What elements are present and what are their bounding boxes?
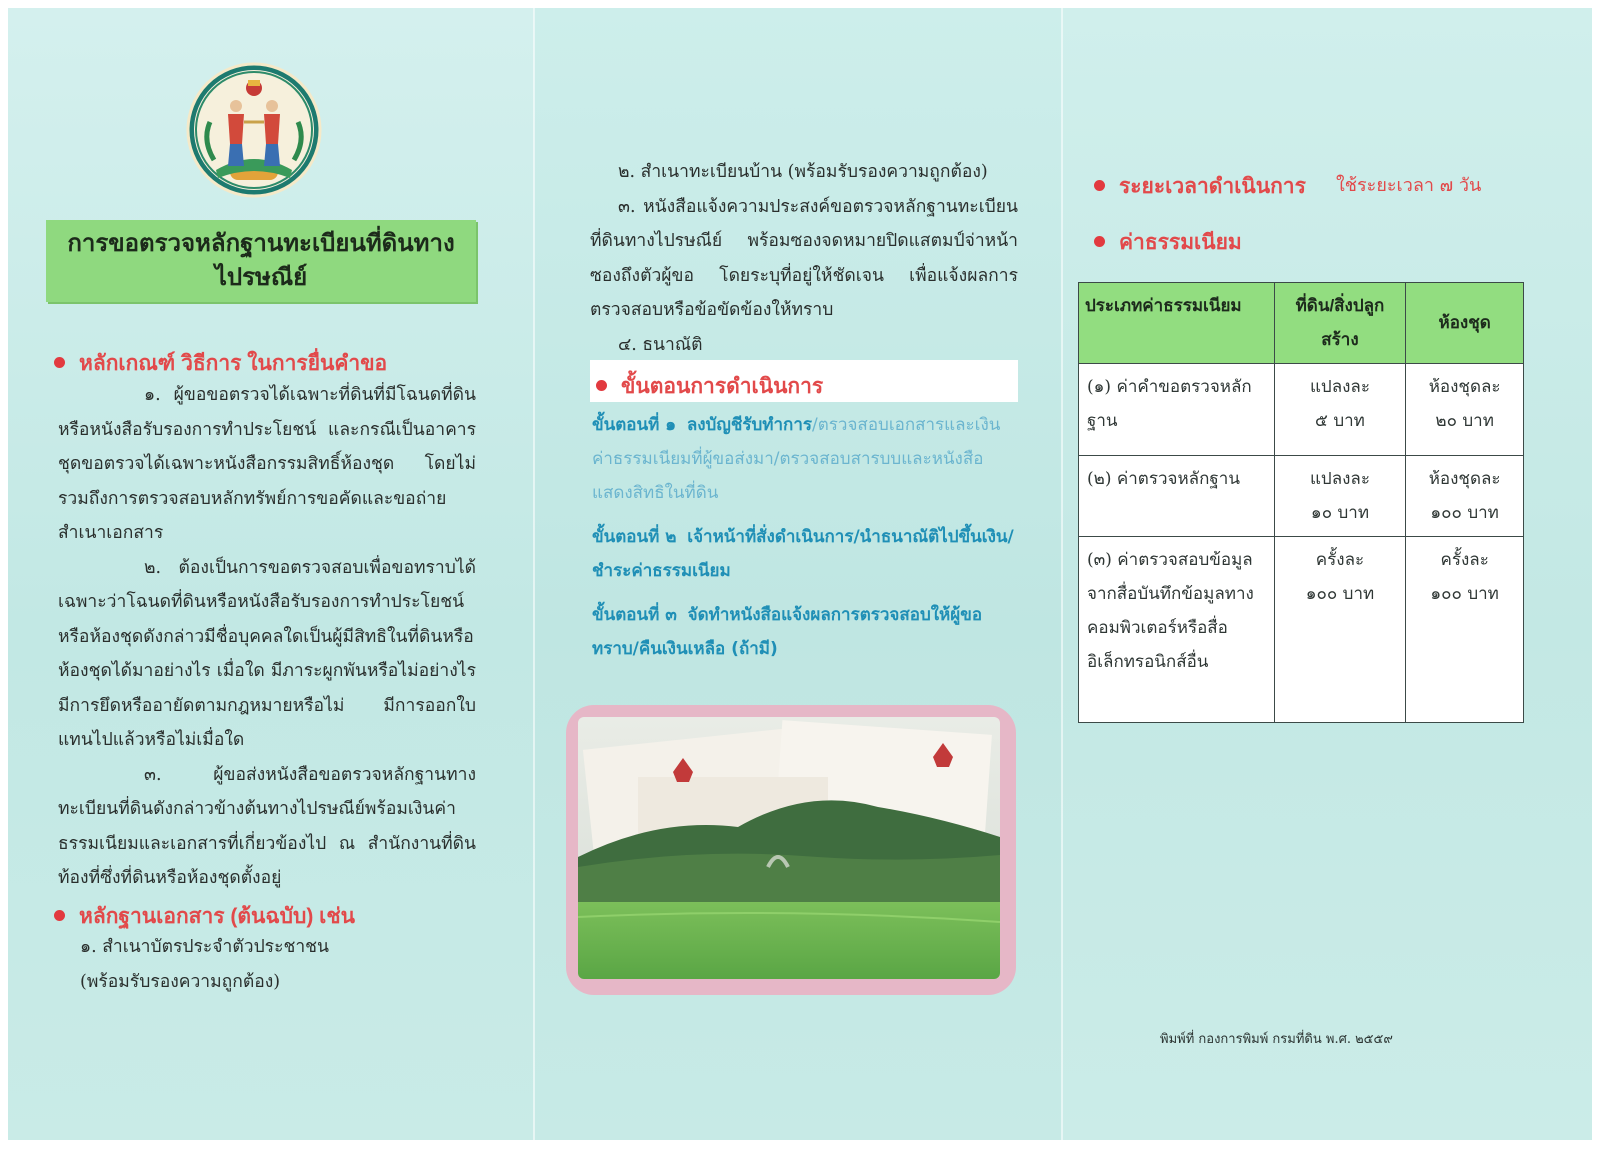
- bullet-icon: [1094, 180, 1105, 191]
- fee-type-cell: (๑) ค่าคำขอตรวจหลักฐาน: [1079, 364, 1275, 456]
- land-fee-cell: แปลงละ ๑๐ บาท: [1274, 456, 1406, 537]
- criteria-heading: หลักเกณฑ์ วิธีการ ในการยื่นคำขอ: [54, 347, 387, 380]
- fold-line-2: [1061, 8, 1063, 1140]
- duration-value: ใช้ระยะเวลา ๗ วัน: [1336, 175, 1482, 196]
- land-fee-cell: แปลงละ ๕ บาท: [1274, 364, 1406, 456]
- criteria-item-3: ๓. ผู้ขอส่งหนังสือขอตรวจหลักฐานทางทะเบียนที่ดินดังกล่าวข้างต้นทางไปรษณีย์พร้อมเงินค่าธรรมเนียมและเอกสารที่เกี่ยวข้องไป ณ สำนักงานที่ดินท้องที่ซึ่งที่ดินหรือห้องชุดตั้งอยู่: [58, 764, 476, 888]
- land-fee-cell: ครั้งละ ๑๐๐ บาท: [1274, 537, 1406, 723]
- duration-heading: ระยะเวลาดำเนินการ: [1094, 170, 1306, 203]
- table-row: [1079, 537, 1524, 723]
- condo-fee-cell: ครั้งละ ๑๐๐ บาท: [1406, 537, 1524, 723]
- fee-type-cell: (๒) ค่าตรวจหลักฐาน: [1079, 456, 1275, 537]
- condo-fee-cell: ห้องชุดละ ๑๐๐ บาท: [1406, 456, 1524, 537]
- criteria-list: [58, 378, 476, 896]
- criteria-item-1: ๑. ผู้ขอขอตรวจได้เฉพาะที่ดินที่มีโฉนดที่ดินหรือหนังสือรับรองการทำประโยชน์ และกรณีเป็นอาคารชุดขอตรวจได้เฉพาะหนังสือกรรมสิทธิ์ห้องชุด โดยไม่รวมถึงการตรวจสอบหลักทรัพย์การขอคัดและขอถ่ายสำเนาเอกสาร: [58, 385, 476, 543]
- procedure-step-1: ขั้นตอนที่ ๑ ลงบัญชีรับทำการ/ตรวจสอบเอกสารและเงินค่าธรรมเนียมที่ผู้ขอส่งมา/ตรวจสอบสารบบและหนังสือแสดงสิทธิในที่ดิน: [592, 415, 1001, 503]
- department-seal-emblem: [186, 62, 322, 198]
- documents-heading: หลักฐานเอกสาร (ต้นฉบับ) เช่น: [54, 900, 355, 933]
- documents-list-part2: [590, 155, 1018, 362]
- fee-table-header-row: [1079, 283, 1524, 364]
- procedure-heading: ขั้นตอนการดำเนินการ: [596, 370, 823, 403]
- document-item-2: ๒. สำเนาทะเบียนบ้าน (พร้อมรับรองความถูกต้อง): [618, 162, 988, 182]
- table-row: [1079, 364, 1524, 456]
- header-condo: ห้องชุด: [1406, 283, 1524, 364]
- fee-table: [1078, 282, 1524, 723]
- criteria-item-2: ๒. ต้องเป็นการขอตรวจสอบเพื่อขอทราบได้เฉพาะว่าโฉนดที่ดินหรือหนังสือรับรองการทำประโยชน์หรือห้องชุดดังกล่าวมีชื่อบุคคลใดเป็นผู้มีสิทธิในที่ดินหรือห้องชุดได้มาอย่างไร เมื่อใด มีภาระผูกพันหรือไม่อย่างไร มีการยึดหรืออายัดตามกฎหมายหรือไม่ มีการออกใบแทนไปแล้วหรือไม่เมื่อใด: [58, 557, 476, 750]
- bullet-icon: [54, 910, 65, 921]
- documents-list-part1: [80, 930, 480, 999]
- fold-line-1: [533, 8, 535, 1140]
- bullet-icon: [1094, 236, 1105, 247]
- bullet-icon: [54, 357, 65, 368]
- procedure-step-2: ขั้นตอนที่ ๒ เจ้าหน้าที่สั่งดำเนินการ/นำธนาณัติไปขึ้นเงิน/ชำระค่าธรรมเนียม: [592, 527, 1014, 581]
- document-item-4: ๔. ธนาณัติ: [618, 334, 703, 355]
- table-row: [1079, 456, 1524, 537]
- brochure-title-box: [46, 220, 476, 302]
- title-deed-landscape-photo: [578, 717, 1000, 979]
- document-item-3: ๓. หนังสือแจ้งความประสงค์ขอตรวจหลักฐานทะเบียนที่ดินทางไปรษณีย์ พร้อมซองจดหมายปิดแสตมป์จ่าหน้าซองถึงตัวผู้ขอ โดยระบุที่อยู่ให้ชัดเจน เพื่อแจ้งผลการตรวจสอบหรือข้อขัดข้องให้ทราบ: [590, 196, 1018, 320]
- condo-fee-cell: ห้องชุดละ ๒๐ บาท: [1406, 364, 1524, 456]
- document-item-1b: (พร้อมรับรองความถูกต้อง): [80, 971, 281, 992]
- fee-type-cell: (๓) ค่าตรวจสอบข้อมูลจากสื่อบันทึกข้อมูลทางคอมพิวเตอร์หรือสื่ออิเล็กทรอนิกส์อื่น: [1079, 537, 1275, 723]
- brochure-title: การขอตรวจหลักฐานทะเบียนที่ดินทาง ไปรษณีย์: [67, 230, 455, 291]
- fee-heading: ค่าธรรมเนียม: [1094, 226, 1242, 259]
- procedure-step-3: ขั้นตอนที่ ๓ จัดทำหนังสือแจ้งผลการตรวจสอบให้ผู้ขอทราบ/คืนเงินเหลือ (ถ้ามี): [592, 605, 983, 659]
- document-item-1a: ๑. สำเนาบัตรประจำตัวประชาชน: [80, 937, 330, 957]
- header-land: ที่ดิน/สิ่งปลูกสร้าง: [1274, 283, 1406, 364]
- header-fee-type: ประเภทค่าธรรมเนียม: [1079, 283, 1275, 364]
- print-footer: พิมพ์ที่ กองการพิมพ์ กรมที่ดิน พ.ศ. ๒๕๕๙: [1160, 1032, 1393, 1047]
- bullet-icon: [596, 380, 607, 391]
